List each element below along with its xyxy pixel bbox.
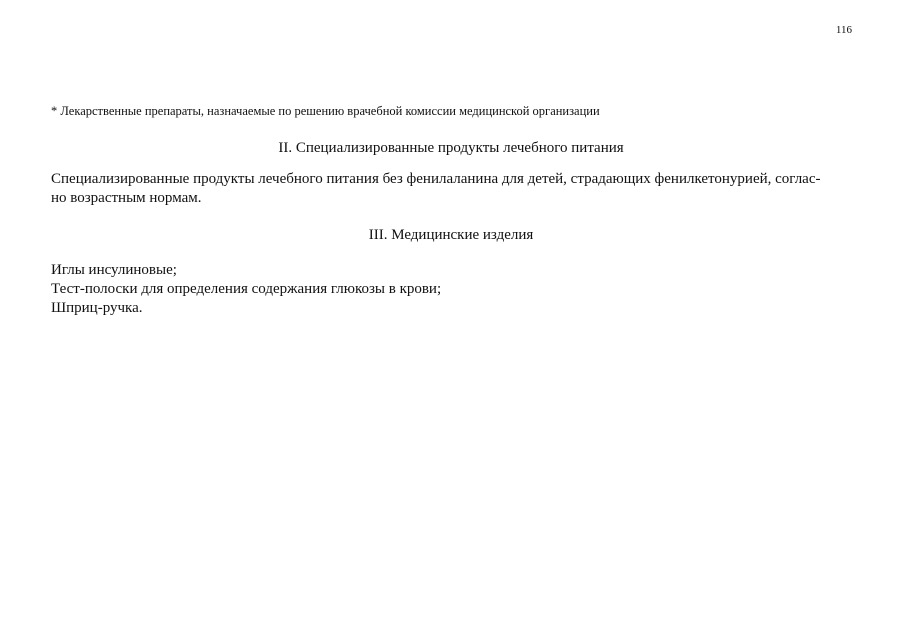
list-item: Иглы инсулиновые; bbox=[51, 262, 177, 278]
section-heading-medical-devices: III. Медицинские изделия bbox=[368, 227, 534, 243]
list-item: Шприц-ручка. bbox=[51, 300, 143, 316]
paragraph-line: но возрастным нормам. bbox=[51, 190, 202, 206]
paragraph-line: Специализированные продукты лечебного питания без фенилаланина для детей, страдающих фенилкетонурией, соглас- bbox=[51, 171, 821, 187]
medical-devices-list bbox=[51, 261, 441, 318]
footnote: * Лекарственные препараты, назначаемые по решению врачебной комиссии медицинской организации bbox=[51, 104, 600, 118]
page-number: 116 bbox=[835, 24, 852, 36]
specialized-nutrition-paragraph bbox=[51, 170, 854, 208]
list-item: Тест-полоски для определения содержания глюкозы в крови; bbox=[51, 281, 442, 297]
section-heading-specialized-nutrition: II. Специализированные продукты лечебного питания bbox=[278, 140, 624, 156]
